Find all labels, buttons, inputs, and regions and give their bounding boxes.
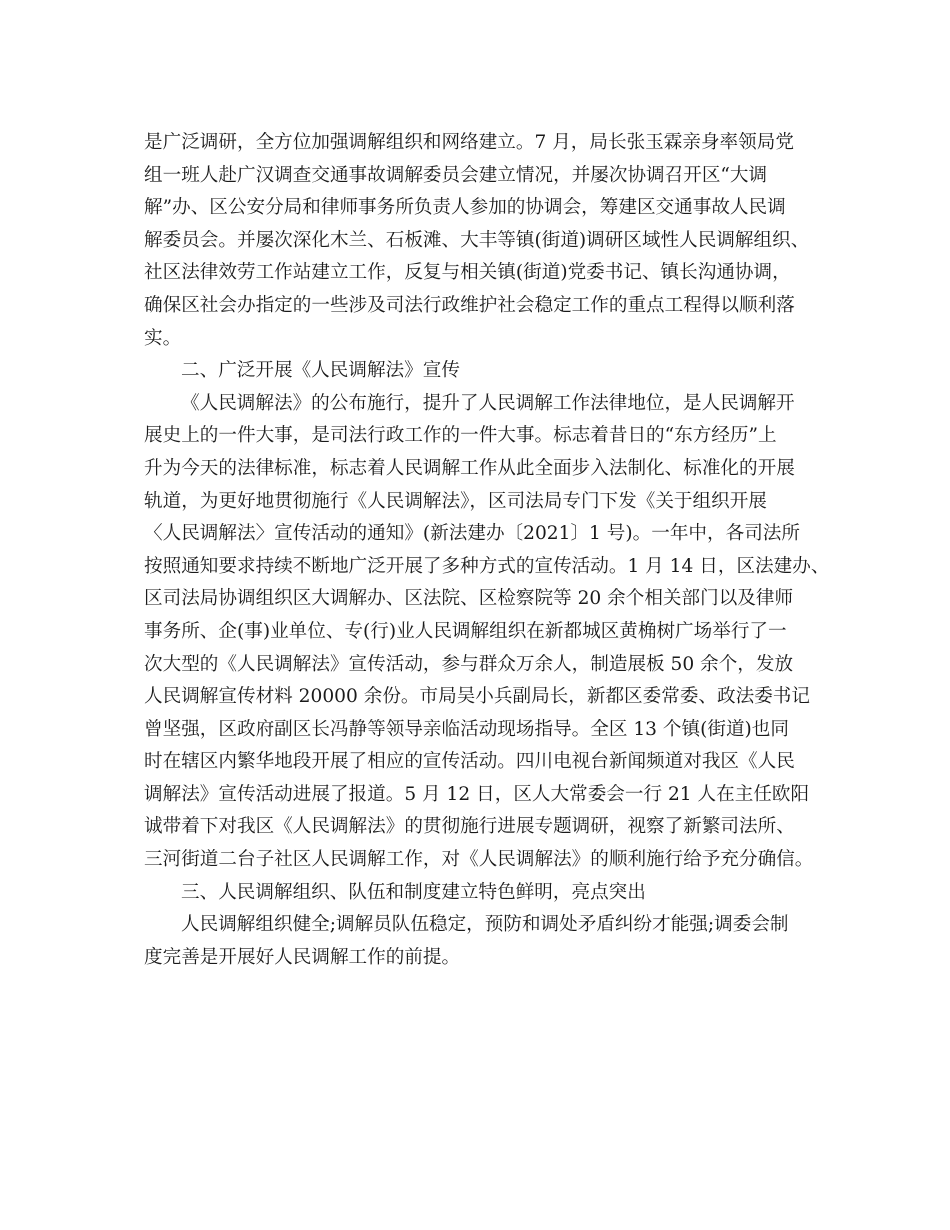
text-line-content: 诚带着下对我区《人民调解法》的贯彻施行进展专题调研，视察了新繁司法所、	[144, 816, 795, 838]
text-line	[144, 714, 824, 747]
text-line	[144, 127, 824, 160]
text-line	[144, 649, 824, 682]
text-line-content: 〈人民调解法〉宣传活动的通知》(新法建办〔2021〕1 号)。一年中，各司法所	[144, 523, 800, 545]
text-line-content: 是广泛调研，全方位加强调解组织和网络建立。7 月，局长张玉霖亲身率领局党	[144, 132, 794, 153]
text-line-content: 解委员会。并屡次深化木兰、石板滩、大丰等镇(街道)调研区域性人民调解组织、	[144, 229, 810, 251]
text-line-content: 解”办、区公安分局和律师事务所负责人参加的协调会，筹建区交通事故人民调	[144, 197, 786, 219]
text-line	[144, 551, 830, 584]
text-line	[144, 681, 824, 714]
text-line-content: 事务所、企(事)业单位、专(行)业人民调解组织在新都城区黄桷树广场举行了一	[144, 620, 787, 642]
text-line-content: 《人民调解法》的公布施行，提升了人民调解工作法律地位，是人民调解开	[181, 392, 795, 414]
text-line	[144, 257, 824, 290]
text-line-content: 展史上的一件大事，是司法行政工作的一件大事。标志着昔日的“东方经历”上	[144, 425, 777, 447]
document-body	[144, 127, 830, 974]
text-line-content: 次大型的《人民调解法》宣传活动，参与群众万余人，制造展板 50 余个，发放	[144, 653, 794, 675]
text-line-content: 度完善是开展好人民调解工作的前提。	[144, 946, 461, 968]
text-line	[144, 192, 824, 225]
section-heading-text: 三、人民调解组织、队伍和制度建立特色鲜明，亮点突出	[181, 881, 646, 903]
text-line	[144, 909, 824, 942]
text-line	[144, 779, 824, 812]
text-line-content: 轨道，为更好地贯彻施行《人民调解法》，区司法局专门下发《关于组织开展	[144, 490, 767, 512]
text-line-content: 升为今天的法律标准，标志着人民调解工作从此全面步入法制化、标准化的开展	[144, 457, 795, 479]
section-heading	[144, 877, 824, 910]
text-line	[144, 811, 824, 844]
text-line-content: 确保区社会办指定的一些涉及司法行政维护社会稳定工作的重点工程得以顺利落	[144, 294, 795, 316]
text-line	[144, 746, 824, 779]
text-line	[144, 616, 824, 649]
text-line-content: 调解法》宣传活动进展了报道。5 月 12 日，区人大常委会一行 21 人在主任欧阳	[144, 783, 810, 805]
text-line-content: 曾坚强，区政府副区长冯静等领导亲临活动现场指导。全区 13 个镇(街道)也同	[144, 718, 789, 740]
text-line	[144, 323, 824, 356]
text-line	[144, 420, 824, 453]
text-line	[144, 486, 824, 519]
text-line-content: 人民调解宣传材料 20000 余份。市局吴小兵副局长，新都区委常委、政法委书记	[144, 686, 810, 708]
text-line-content: 区司法局协调组织区大调解办、区法院、区检察院等 20 余个相关部门以及律师	[144, 588, 794, 610]
section-heading	[144, 355, 824, 388]
section-heading-text: 二、广泛开展《人民调解法》宣传	[181, 360, 460, 382]
text-line-content: 社区法律效劳工作站建立工作，反复与相关镇(街道)党委书记、镇长沟通协调，	[144, 262, 791, 284]
text-line	[144, 583, 824, 616]
text-line-content: 时在辖区内繁华地段开展了相应的宣传活动。四川电视台新闻频道对我区《人民	[144, 751, 795, 773]
text-line	[144, 388, 824, 421]
text-line	[144, 453, 824, 486]
text-line-content: 实。	[144, 327, 182, 349]
text-line-content: 组一班人赴广汉调查交通事故调解委员会建立情况，并屡次协调召开区“大调	[144, 164, 768, 186]
text-line-content: 按照通知要求持续不断地广泛开展了多种方式的宣传活动。1 月 14 日，区法建办、	[144, 555, 830, 577]
text-line-content: 人民调解组织健全;调解员队伍稳定，预防和调处矛盾纠纷才能强;调委会制	[181, 914, 789, 936]
text-line	[144, 160, 824, 193]
text-line	[144, 518, 824, 551]
text-line-content: 三河街道二台子社区人民调解工作，对《人民调解法》的顺利施行给予充分确信。	[144, 849, 814, 871]
text-line	[144, 844, 824, 877]
text-line	[144, 225, 824, 258]
text-line	[144, 290, 824, 323]
text-line	[144, 942, 824, 975]
